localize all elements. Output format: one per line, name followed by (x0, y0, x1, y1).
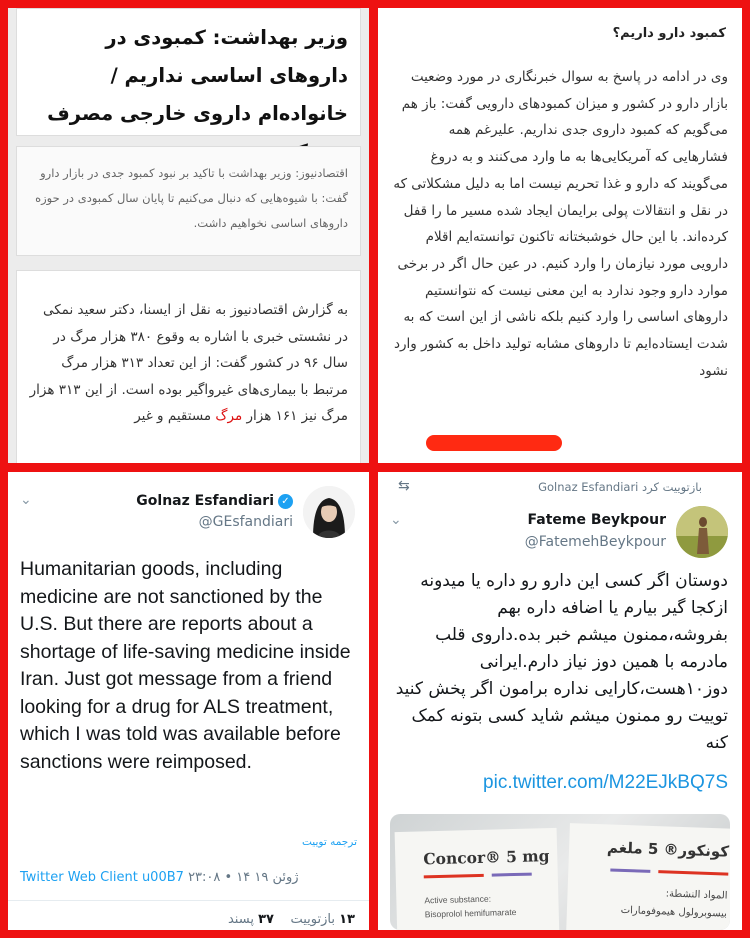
tweet-author-name[interactable] (136, 493, 293, 509)
avatar[interactable] (303, 486, 355, 538)
chevron-down-icon[interactable]: ⌄ (20, 492, 32, 508)
article-body-highlight[interactable]: مرگ (215, 408, 243, 424)
article-body-tail: مستقیم و غیر (134, 408, 212, 424)
retweet-icon: ⇆ (398, 478, 410, 494)
tweet-author-name[interactable]: Fateme Beykpour (527, 512, 666, 528)
article-body-text: به گزارش اقتصادنیوز به نقل از ایسنا، دکتر سعید نمکی در نشستی خبری با اشاره به وقوع ۳۸۰ هزار مرگ در سال ۹۶ در کشور گفت: از این تعداد ۳۱۳ هزار مرگ مرتبط با بیماری‌های غیرواگیر بوده است. از این ۳۱۳ هزار مرگ نیز ۱۶۱ هزار (29, 302, 348, 424)
box-line: Active substance: (424, 893, 492, 906)
like-label[interactable]: پسند (227, 912, 254, 927)
tweet-timestamp: ۲۳:۰۸ • ۱۴ ژوئن ۱۹ (188, 870, 299, 885)
medicine-box-arabic (566, 823, 730, 930)
tweet-author-handle[interactable]: @FatemehBeykpour (524, 534, 666, 550)
tweet-text: دوستان اگر کسی این دارو رو داره یا میدونه ازکجا گیر بیارم یا اضافه داره بهم بفروشه،ممنون میشم خبر بده.داروی قلب مادرمه با همین دوز نیاز دارم.ایرانی دوز۱۰هست،کارایی نداره برامون اگر پخش کنید توییت رو ممنون میشم شاید کسی بتونه کمک کنه (395, 571, 728, 753)
redaction-mark (426, 435, 562, 451)
box-line: Bisoprolol hemifumarate (424, 906, 517, 920)
verified-badge-icon: ✓ (278, 494, 293, 509)
author-name-text: Golnaz Esfandiari (136, 493, 274, 509)
tweet-photo[interactable] (390, 814, 730, 930)
avatar[interactable] (676, 506, 728, 558)
box-stripe (424, 874, 484, 879)
interview-panel (378, 8, 742, 463)
article-headline: وزیر بهداشت: کمبودی در داروهای اساسی نداریم / خانواده‌ام داروی خارجی مصرف (16, 8, 361, 136)
tweet-client-link[interactable]: Twitter Web Client u00B7 (20, 870, 184, 885)
article-body (16, 270, 361, 463)
retweet-label[interactable]: بازتوییت (290, 912, 335, 927)
tweet-stats (228, 912, 355, 927)
box-stripe (658, 870, 728, 875)
news-article-panel (8, 8, 369, 463)
like-count[interactable]: ۳۷ (258, 912, 274, 927)
medicine-box-english (395, 828, 560, 930)
box-brand: Concor® 5 mg (423, 846, 550, 869)
tweet-golnaz-panel (8, 472, 369, 930)
avatar-portrait-icon (303, 486, 355, 538)
tweet-media-link[interactable]: pic.twitter.com/M22EJkBQ7S (483, 772, 728, 793)
tweet-fateme-panel (378, 472, 742, 930)
box-brand: کونکور® 5 ملغم (606, 838, 730, 861)
interview-body: وی در ادامه در پاسخ به سوال خبرنگاری در مورد وضعیت بازار دارو در کشور و میزان کمبودهای دارویی گفت: باز هم می‌گویم که کمبود داروی جدی نداریم. علیرغم همه فشارهایی که آمریکایی‌ها به ما وارد می‌کنند و به دروغ می‌گویند که دارو و غذا تحریم نیست اما به دلیل مشکلاتی که در نقل و انتقالات پولی برایمان ایجاد شده مسیر ما را قفل کرده‌اند. با این حال خوشبختانه تاکنون توانسته‌ایم اقلام دارویی مورد نیازمان را وارد کنیم. در عین حال اگر در برخی موارد دارو وجود ندارد به این معنی نیست که نتوانستیم داروهای اساسی را وارد کنیم بلکه ناشی از این است که به شدت ایستاده‌ایم تا داروهای مشابه تولید داخل به کشور وارد نشود (393, 69, 728, 379)
tweet-text: Humanitarian goods, including medicine are not sanctioned by the U.S. But there are reports about a shortage of life-saving medicine inside Iran. Just got message from a friend looking for a drug for ALS treatment, which I was told was available before sanctions were reimposed. (20, 558, 351, 773)
box-line: بيسوبرولول هيموفومارات (620, 904, 728, 920)
box-line: المواد النشطة: (665, 888, 728, 902)
retweet-count[interactable]: ۱۳ (339, 912, 355, 927)
retweet-note[interactable]: Golnaz Esfandiari بازتوییت کرد (538, 480, 702, 494)
article-lead: اقتصادنیوز: وزیر بهداشت با تاکید بر نبود کمبود جدی در بازار دارو گفت: با شیوه‌هایی که دنبال می‌کنیم تا پایان سال کمبودی در حوزه داروهای اساسی نخواهیم داشت. (16, 146, 361, 256)
interview-question: کمبود دارو داریم؟ (612, 26, 726, 41)
box-stripe (492, 873, 532, 877)
translate-tweet-link[interactable]: ترجمه توییت (302, 836, 357, 848)
divider (8, 900, 369, 901)
tweet-meta (20, 870, 357, 885)
chevron-down-icon[interactable]: ⌄ (390, 512, 402, 528)
box-stripe (610, 869, 650, 873)
tweet-author-handle[interactable]: @GEsfandiari (198, 514, 293, 530)
avatar-field-icon (676, 506, 728, 558)
